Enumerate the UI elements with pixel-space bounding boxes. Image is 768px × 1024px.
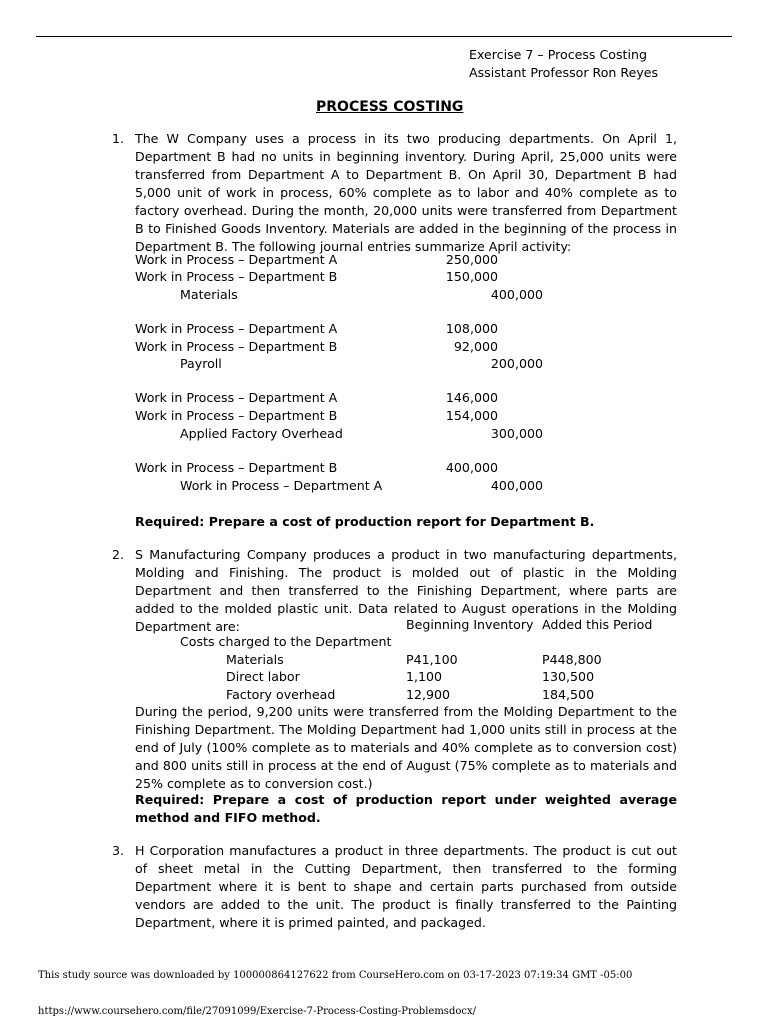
cost-row-added: P448,800	[542, 652, 602, 667]
problem-2-required: Required: Prepare a cost of production report under weighted average method and FIFO method.	[135, 792, 677, 825]
journal-debit: 146,000	[445, 390, 498, 405]
journal-credit: 300,000	[490, 426, 543, 441]
journal-account: Work in Process – Department B	[135, 269, 338, 284]
cost-row-added: 184,500	[542, 687, 595, 702]
journal-account: Payroll	[180, 356, 222, 371]
cost-row-beginning: P41,100	[406, 652, 458, 667]
journal-account: Work in Process – Department A	[180, 478, 383, 493]
col-header-beginning: Beginning Inventory	[406, 617, 534, 632]
exercise-title: Exercise 7 – Process Costing	[469, 47, 647, 62]
col-header-added: Added this Period	[542, 617, 653, 632]
cost-row-added: 130,500	[542, 669, 595, 684]
journal-account: Applied Factory Overhead	[180, 426, 343, 441]
journal-account: Work in Process – Department A	[135, 321, 338, 336]
journal-credit: 400,000	[490, 287, 543, 302]
problem-2-text: S Manufacturing Company produces a product in two manufacturing departments, Molding and Finishing. The product is molded out of plastic in the Molding Department and then transferred to the Finishing Department, where parts are added to the molded plastic unit. Data related to August operations in the Molding Department are:	[135, 547, 677, 634]
problem-2-text-2: During the period, 9,200 units were transferred from the Molding Department to the Finishing Department. The Molding Department had 1,000 units still in process at the end of July (100% complete as to materials and 40% complete as to conversion cost) and 800 units still in process at the end of August (75% complete as to materials and 25% complete as to conversion cost.)	[135, 704, 677, 791]
journal-account: Work in Process – Department B	[135, 460, 338, 475]
cost-row-label: Materials	[226, 652, 284, 667]
journal-debit: 154,000	[445, 408, 498, 423]
journal-debit: 400,000	[445, 460, 498, 475]
cost-row-beginning: 1,100	[406, 669, 443, 684]
journal-account: Work in Process – Department B	[135, 339, 338, 354]
source-url[interactable]: https://www.coursehero.com/file/27091099/Exercise-7-Process-Costing-Problemsdocx/	[38, 1006, 476, 1017]
page-title: PROCESS COSTING	[316, 99, 464, 115]
journal-account: Materials	[180, 287, 238, 302]
journal-account: Work in Process – Department A	[135, 252, 338, 267]
problem-3-number: 3.	[112, 843, 125, 858]
journal-debit: 92,000	[453, 339, 498, 354]
cost-row-label: Factory overhead	[226, 687, 336, 702]
download-note: This study source was downloaded by 100000864127622 from CourseHero.com on 03-17-2023 07:19:34 GMT -05:00	[38, 970, 633, 981]
problem-1-number: 1.	[112, 131, 125, 146]
cost-row-label: Direct labor	[226, 669, 300, 684]
journal-debit: 250,000	[445, 252, 498, 267]
journal-account: Work in Process – Department A	[135, 390, 338, 405]
problem-1-required: Required: Prepare a cost of production report for Department B.	[135, 514, 595, 529]
journal-debit: 150,000	[445, 269, 498, 284]
author-line: Assistant Professor Ron Reyes	[469, 65, 659, 80]
problem-2-number: 2.	[112, 547, 125, 562]
costs-charged-label: Costs charged to the Department	[180, 634, 392, 649]
journal-account: Work in Process – Department B	[135, 408, 338, 423]
problem-1-text: The W Company uses a process in its two producing departments. On April 1, Department B had no units in beginning inventory. During April, 25,000 units were transferred from Department A to Department B. On April 30, Department B had 5,000 unit of work in process, 60% complete as to labor and 40% complete as to factory overhead. During the month, 20,000 units were transferred from Department B to Finished Goods Inventory. Materials are added in the beginning of the process in Department B. The following journal entries summarize April activity:	[135, 131, 677, 254]
journal-debit: 108,000	[445, 321, 498, 336]
journal-credit: 200,000	[490, 356, 543, 371]
problem-3-text: H Corporation manufactures a product in three departments. The product is cut out of sheet metal in the Cutting Department, then transferred to the forming Department where it is bent to shape and certain parts purchased from outside vendors are added to the unit. The product is finally transferred to the Painting Department, where it is primed painted, and packaged.	[135, 843, 677, 930]
top-rule	[36, 36, 732, 37]
journal-credit: 400,000	[490, 478, 543, 493]
cost-row-beginning: 12,900	[406, 687, 451, 702]
